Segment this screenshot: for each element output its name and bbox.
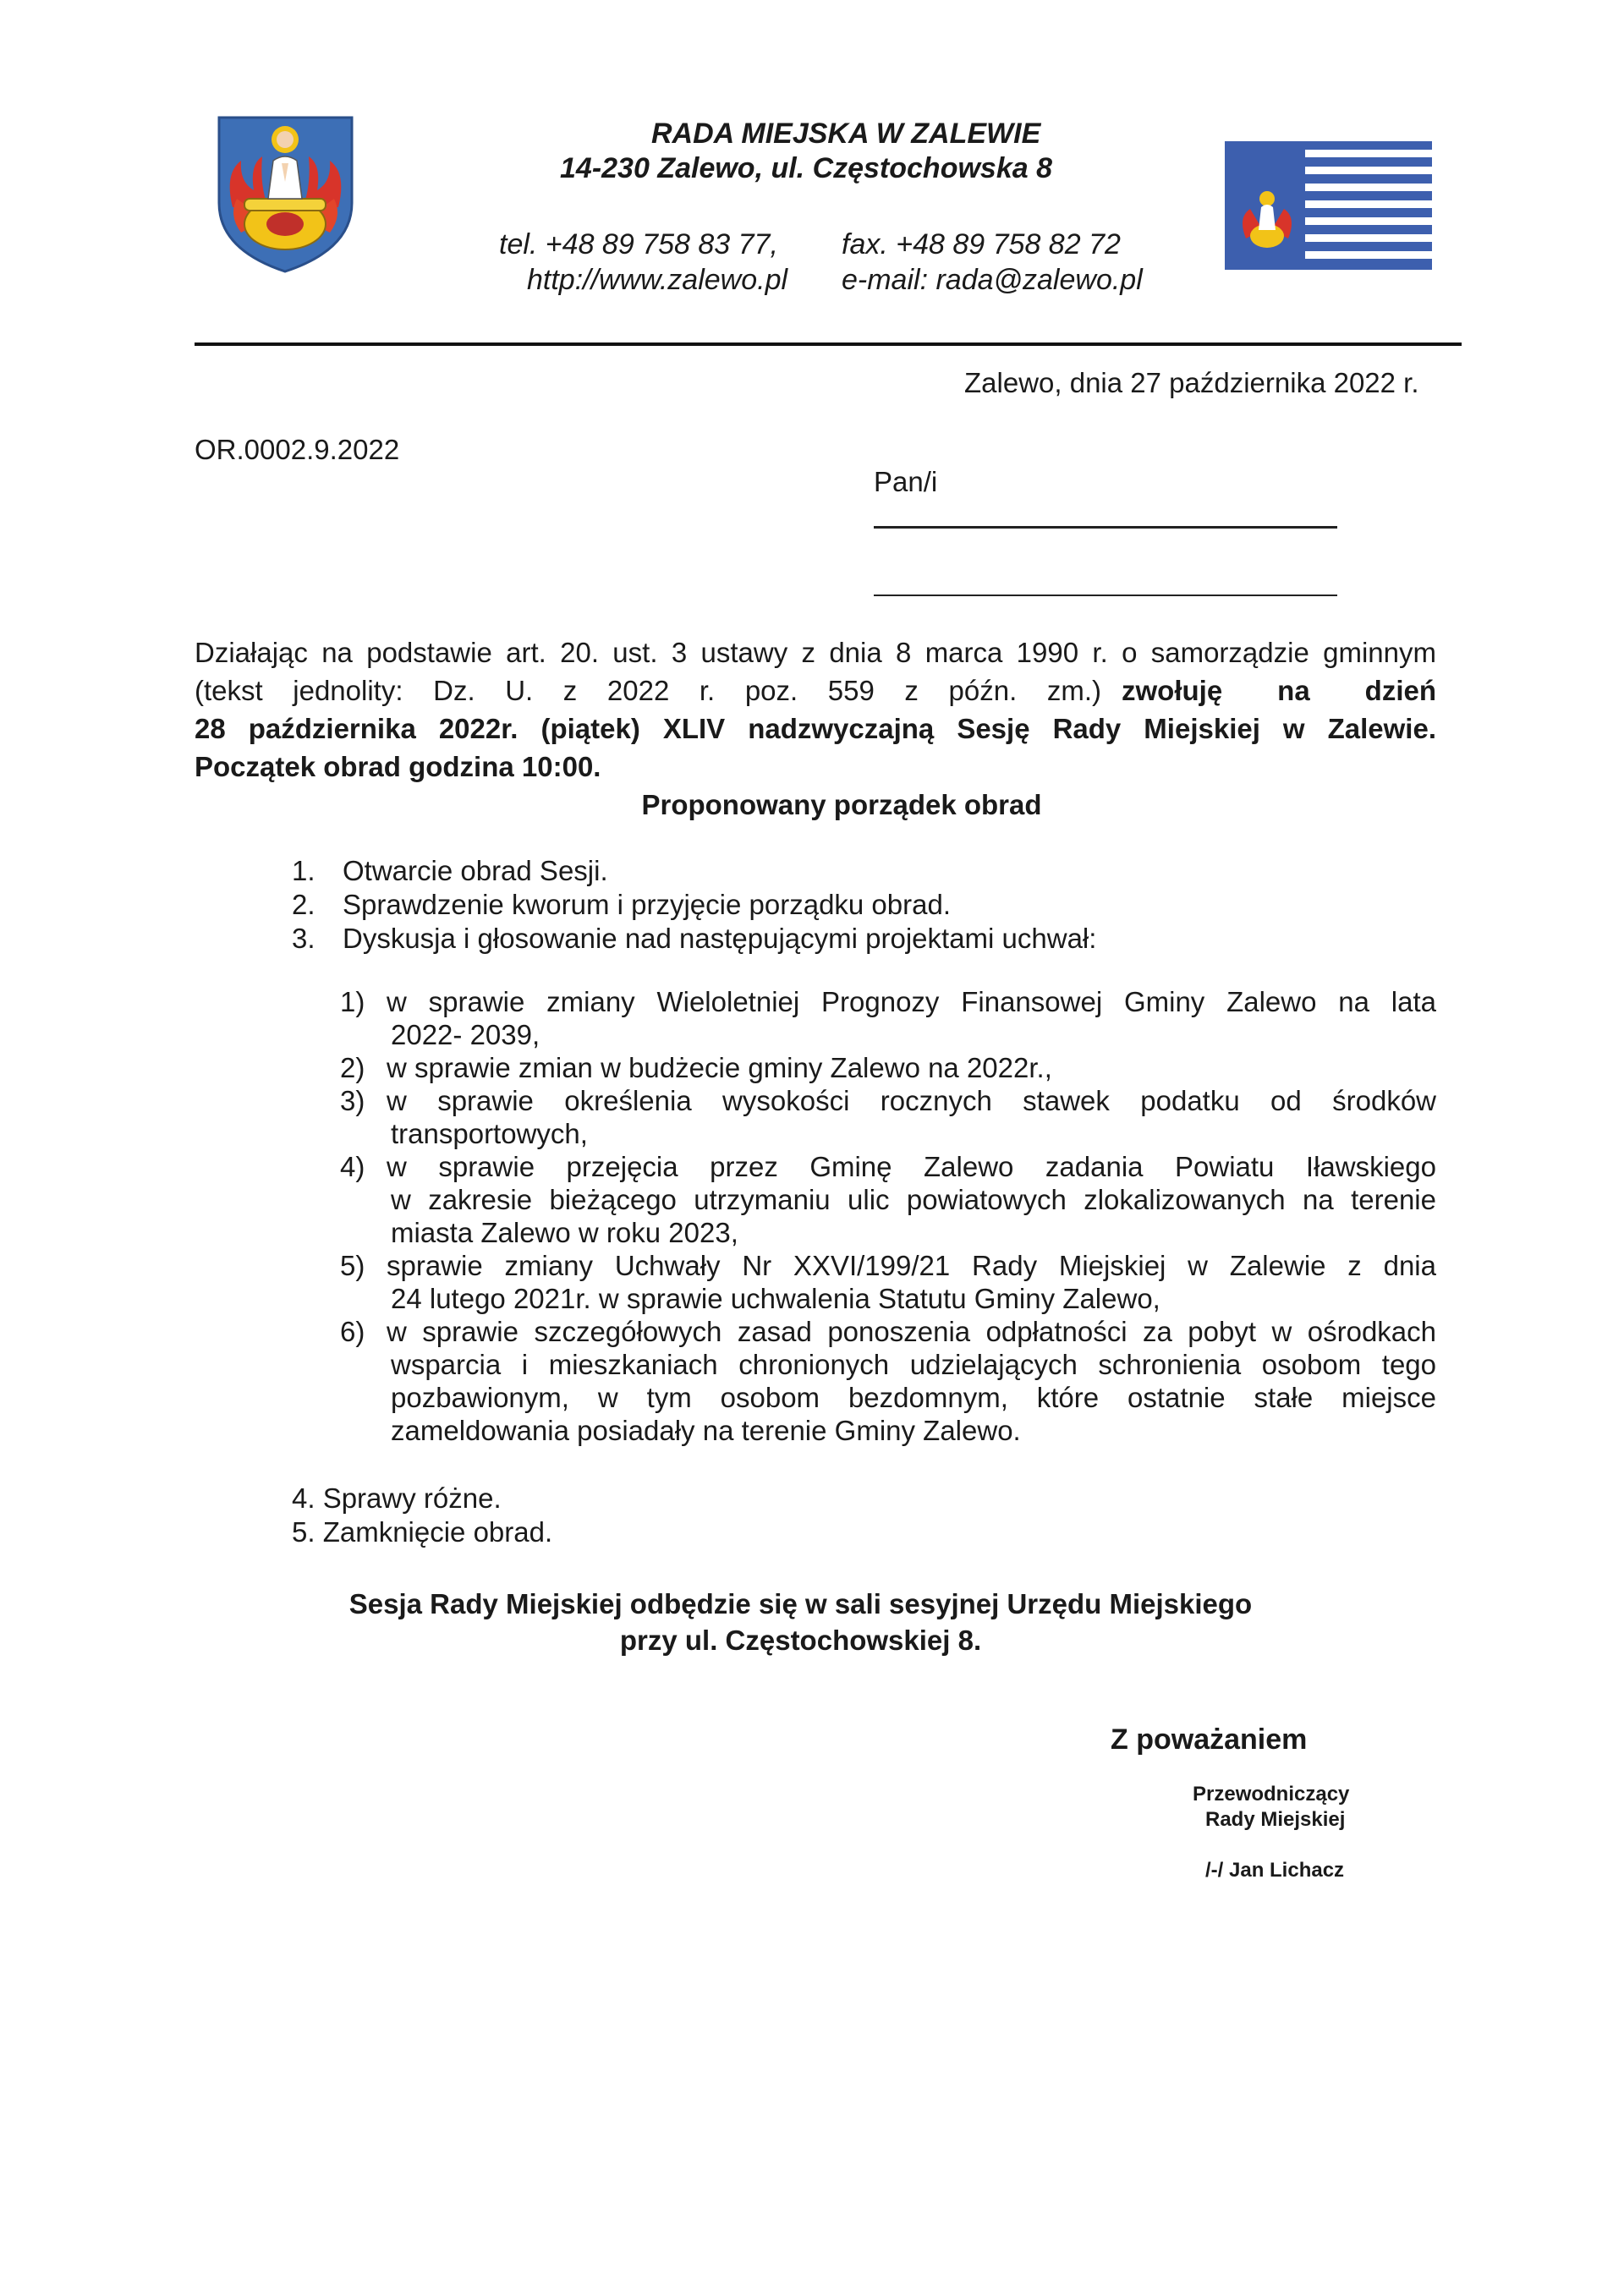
resolution-item-number: 5) — [340, 1250, 365, 1281]
intro-line-4: Początek obrad godzina 10:00. — [195, 751, 601, 782]
venue-line-2: przy ul. Częstochowskiej 8. — [619, 1625, 982, 1656]
intro-line-2-bold: zwołuję na dzień — [1122, 675, 1436, 706]
phone-number: tel. +48 89 758 83 77, — [499, 228, 778, 260]
agenda-list — [292, 854, 1436, 960]
list-item — [292, 922, 1436, 956]
resolution-item-line: w sprawie zmiany Wieloletniej Prognozy Finansowej Gminy Zalewo na lata — [387, 986, 1436, 1017]
reference-number: OR.0002.9.2022 — [195, 434, 400, 465]
resolution-item-number: 4) — [340, 1151, 365, 1182]
org-address: 14-230 Zalewo, ul. Częstochowska 8 — [560, 152, 1053, 184]
resolution-item — [340, 1249, 1436, 1315]
resolution-item — [340, 1315, 1436, 1447]
resolution-item-number: 6) — [340, 1316, 365, 1347]
resolution-item-line: w zakresie bieżącego utrzymaniu ulic powiatowych zlokalizowanych na terenie — [391, 1184, 1436, 1215]
resolution-item — [340, 1150, 1436, 1249]
list-item-text: Dyskusja i głosowanie nad następującymi projektami uchwał: — [343, 923, 1097, 954]
list-item — [292, 888, 1436, 922]
list-item-text: Otwarcie obrad Sesji. — [343, 855, 608, 886]
closing-phrase: Z poważaniem — [1111, 1723, 1308, 1756]
list-item: 5. Zamknięcie obrad. — [292, 1516, 553, 1548]
email-link[interactable]: e-mail: rada@zalewo.pl — [842, 264, 1143, 296]
addressee-line-2 — [874, 595, 1337, 596]
resolution-item — [340, 1051, 1436, 1084]
resolution-item-line: transportowych, — [391, 1118, 588, 1149]
venue-line-1: Sesja Rady Miejskiej odbędzie się w sali sesyjnej Urzędu Miejskiego — [348, 1588, 1253, 1619]
org-name: RADA MIEJSKA W ZALEWIE — [651, 118, 1041, 150]
resolution-item-line: miasta Zalewo w roku 2023, — [391, 1217, 738, 1248]
list-item-text: Sprawdzenie kworum i przyjęcie porządku obrad. — [343, 889, 952, 920]
resolution-item-line: w sprawie przejęcia przez Gminę Zalewo zadania Powiatu Iławskiego — [387, 1151, 1436, 1182]
resolution-item-line: w sprawie zmian w budżecie gminy Zalewo na 2022r., — [387, 1052, 1052, 1083]
header-divider — [195, 342, 1462, 346]
addressee-line-1 — [874, 526, 1337, 529]
flag-icon — [1225, 141, 1432, 270]
intro-line-2-plain: (tekst jednolity: Dz. U. z 2022 r. poz. 559 z późn. zm.) — [195, 675, 1101, 706]
intro-line-3: 28 października 2022r. (piątek) XLIV nadzwyczajną Sesję Rady Miejskiej w Zalewie. — [195, 713, 1436, 744]
intro-line-1: Działając na podstawie art. 20. ust. 3 ustawy z dnia 8 marca 1990 r. o samorządzie gminnym — [195, 637, 1436, 668]
resolution-item-line: sprawie zmiany Uchwały Nr XXVI/199/21 Rady Miejskiej w Zalewie z dnia — [387, 1250, 1436, 1281]
resolution-item-line: 24 lutego 2021r. w sprawie uchwalenia Statutu Gminy Zalewo, — [391, 1283, 1160, 1314]
resolution-item-line: wsparcia i mieszkaniach chronionych udzielających schronienia osobom tego — [391, 1349, 1436, 1380]
coat-of-arms-icon — [216, 114, 355, 275]
resolution-item-line: w sprawie określenia wysokości rocznych stawek podatku od środków — [387, 1085, 1436, 1116]
list-item-number: 2. — [292, 889, 315, 920]
resolution-item — [340, 1084, 1436, 1150]
resolution-item-line: w sprawie szczegółowych zasad ponoszenia odpłatności za pobyt w ośrodkach — [387, 1316, 1436, 1347]
list-item: 4. Sprawy różne. — [292, 1482, 502, 1514]
place-date: Zalewo, dnia 27 października 2022 r. — [964, 367, 1419, 398]
signatory-role-1: Przewodniczący — [1193, 1783, 1350, 1806]
agenda-title: Proponowany porządek obrad — [641, 789, 1042, 820]
signatory-name: /-/ Jan Lichacz — [1205, 1859, 1345, 1882]
list-item-number: 1. — [292, 855, 315, 886]
resolution-list — [340, 985, 1436, 1455]
resolution-item-number: 1) — [340, 986, 365, 1017]
resolution-item-line: 2022- 2039, — [391, 1019, 540, 1050]
fax-number: fax. +48 89 758 82 72 — [842, 228, 1121, 260]
list-item-number: 3. — [292, 923, 315, 954]
resolution-item-number: 3) — [340, 1085, 365, 1116]
intro-line-2 — [195, 674, 1436, 708]
resolution-item-line: pozbawionym, w tym osobom bezdomnym, które ostatnie stałe miejsce — [391, 1382, 1436, 1413]
resolution-item — [340, 985, 1436, 1051]
resolution-item-line: zameldowania posiadały na terenie Gminy Zalewo. — [391, 1415, 1021, 1446]
website-link[interactable]: http://www.zalewo.pl — [527, 264, 788, 296]
addressee-label: Pan/i — [874, 466, 938, 497]
list-item — [292, 854, 1436, 888]
signatory-role-2: Rady Miejskiej — [1205, 1808, 1346, 1831]
resolution-item-number: 2) — [340, 1052, 365, 1083]
